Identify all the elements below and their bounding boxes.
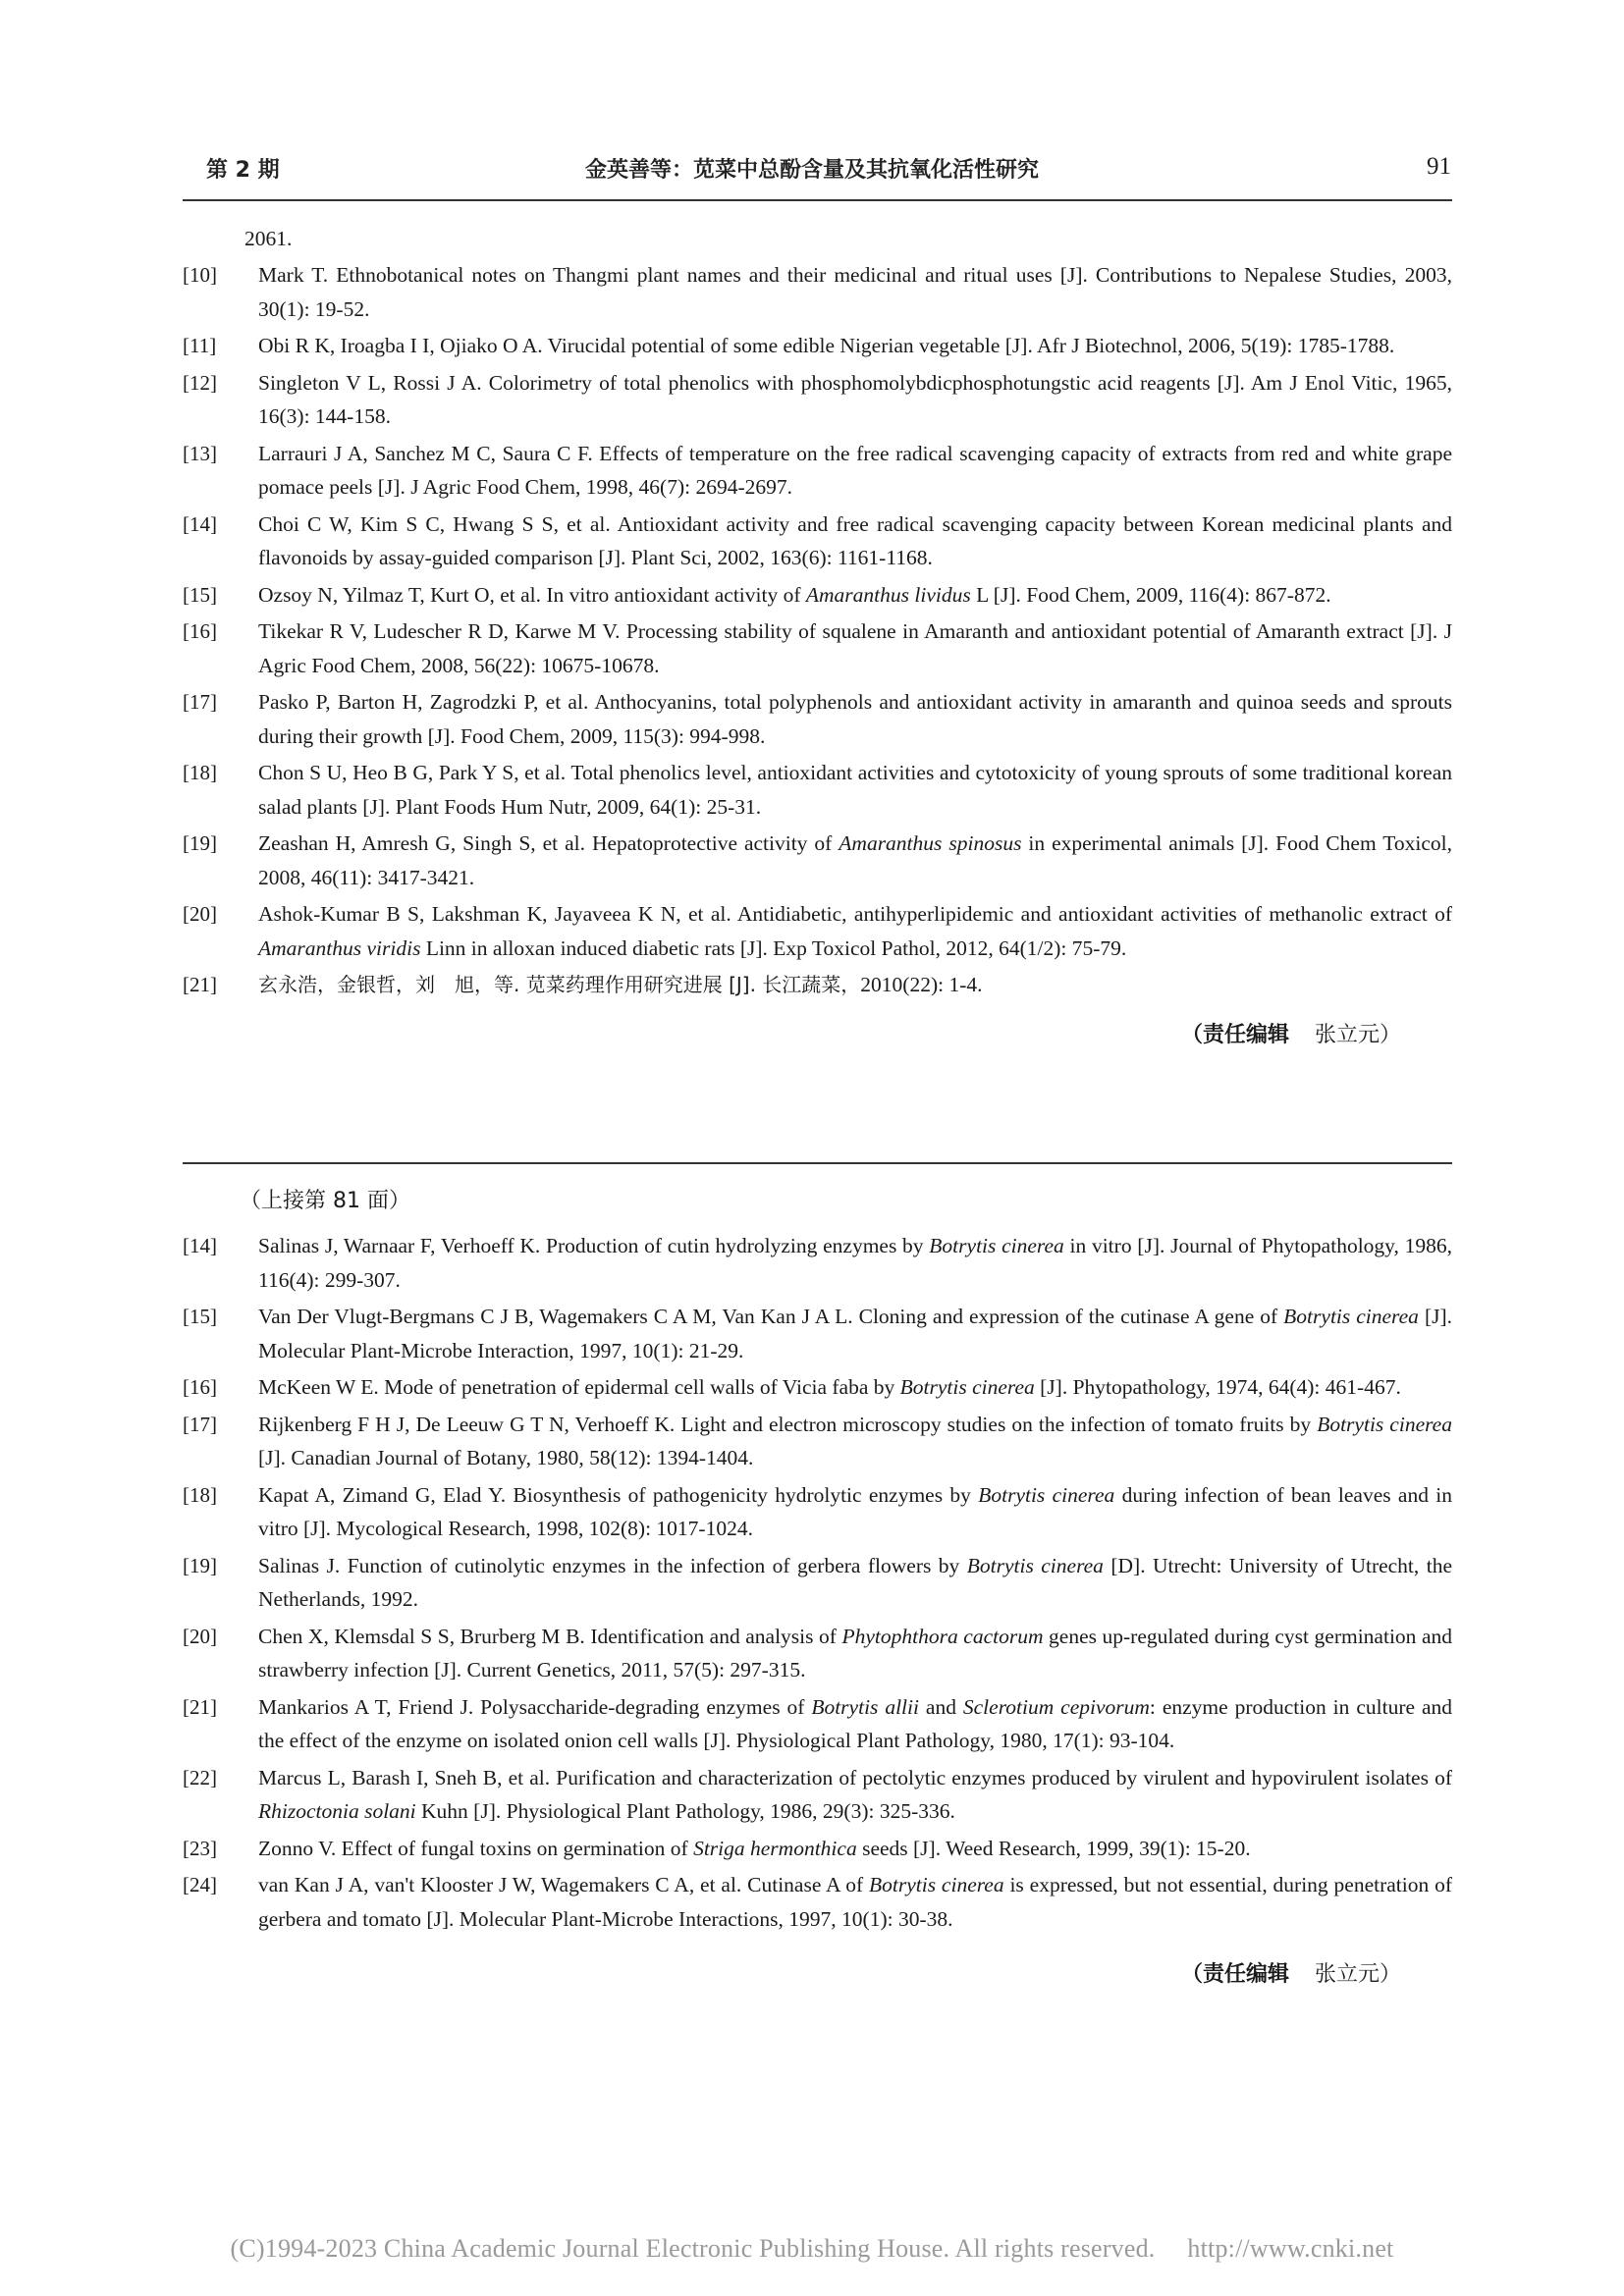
reference-item xyxy=(183,1478,1452,1546)
reference-number: [18] xyxy=(183,1482,217,1507)
reference-number: [14] xyxy=(183,511,217,536)
reference-text: Ashok-Kumar B S, Lakshman K, Jayaveea K N, et al. Antidiabetic, antihyperlipidemic and antioxidant activities of methanolic extract of Amaranthus viridis Linn in alloxan induced diabetic rats [J]. Exp Toxicol Pathol, 2012, 64(1/2): 75-79. xyxy=(258,902,1452,960)
reference-text: Zonno V. Effect of fungal toxins on germination of Striga hermonthica seeds [J]. Weed Research, 1999, 39(1): 15-20. xyxy=(258,1836,1251,1860)
reference-item xyxy=(183,1408,1452,1475)
reference-item xyxy=(183,258,1452,326)
reference-list xyxy=(183,258,1452,1002)
reference-number: [18] xyxy=(183,761,217,784)
reference-number: [21] xyxy=(183,973,217,996)
reference-text: Rijkenberg F H J, De Leeuw G T N, Verhoeff K. Light and electron microscopy studies on the infection of tomato fruits by Botrytis cinerea [J]. Canadian Journal of Botany, 1980, 58(12): 1394-1404. xyxy=(258,1412,1452,1469)
reference-item xyxy=(183,685,1452,753)
reference-number: [15] xyxy=(183,1305,217,1328)
reference-text: Salinas J, Warnaar F, Verhoeff K. Production of cutin hydrolyzing enzymes by Botrytis cinerea in vitro [J]. Journal of Phytopathology, 1986, 116(4): 299-307. xyxy=(258,1234,1452,1292)
reference-number: [17] xyxy=(183,690,217,714)
header-rule xyxy=(183,199,1452,201)
reference-number: [23] xyxy=(183,1836,217,1860)
page-number: 91 xyxy=(1427,153,1451,180)
responsible-editor xyxy=(183,1018,1452,1048)
responsible-editor xyxy=(183,1957,1452,1988)
reference-item xyxy=(183,1620,1452,1687)
reference-number: [15] xyxy=(183,582,217,607)
reference-number: [19] xyxy=(183,1553,217,1577)
reference-number: [19] xyxy=(183,831,217,855)
reference-number: [14] xyxy=(183,1234,217,1257)
reference-text: Salinas J. Function of cutinolytic enzymes in the infection of gerbera flowers by Botrytis cinerea [D]. Utrecht: University of Utrecht, the Netherlands, 1992. xyxy=(258,1553,1452,1611)
reference-number: [24] xyxy=(183,1873,217,1896)
reference-item xyxy=(183,1370,1452,1405)
reference-number: [17] xyxy=(183,1412,217,1436)
reference-item xyxy=(183,1868,1452,1936)
reference-item xyxy=(183,329,1452,363)
reference-text: Larrauri J A, Sanchez M C, Saura C F. Effects of temperature on the free radical scavenging capacity of extracts from red and white grape pomace peels [J]. J Agric Food Chem, 1998, 46(7): 2694-2697. xyxy=(258,441,1452,499)
reference-text: Zeashan H, Amresh G, Singh S, et al. Hepatoprotective activity of Amaranthus spinosus in experimental animals [J]. Food Chem Toxicol, 2008, 46(11): 3417-3421. xyxy=(258,831,1452,889)
reference-number: [21] xyxy=(183,1694,217,1719)
running-title: 金英善等：苋菜中总酚含量及其抗氧化活性研究 xyxy=(584,158,1039,183)
copyright-notice: (C)1994-2023 China Academic Journal Electronic Publishing House. All rights reserved. http://www.cnki.net xyxy=(230,2234,1394,2263)
reference-item xyxy=(183,614,1452,682)
reference-number: [22] xyxy=(183,1765,217,1789)
reference-text: Chen X, Klemsdal S S, Brurberg M B. Identification and analysis of Phytophthora cactorum genes up-regulated during cyst germination and strawberry infection [J]. Current Genetics, 2011, 57(5): 297-315. xyxy=(258,1624,1452,1682)
reference-text: Marcus L, Barash I, Sneh B, et al. Purification and characterization of pectolytic enzymes produced by virulent and hypovirulent isolates of Rhizoctonia solani Kuhn [J]. Physiological Plant Pathology, 1986, 29(3): 325-336. xyxy=(258,1765,1452,1823)
reference-text: van Kan J A, van't Klooster J W, Wagemakers C A, et al. Cutinase A of Botrytis cinerea is expressed, but not essential, during penetration of gerbera and tomato [J]. Molecular Plant-Microbe Interactions, 1997, 10(1): 30-38. xyxy=(258,1873,1452,1931)
reference-item xyxy=(183,578,1452,613)
reference-item xyxy=(183,437,1452,505)
reference-text: Choi C W, Kim S C, Hwang S S, et al. Antioxidant activity and free radical scavenging capacity between Korean medicinal plants and flavonoids by assay-guided comparison [J]. Plant Sci, 2002, 163(6): 1161-1168. xyxy=(258,511,1452,569)
reference-number: [20] xyxy=(183,1624,217,1648)
reference-item xyxy=(183,968,1452,1002)
reference-item xyxy=(183,1761,1452,1829)
reference-item xyxy=(183,1300,1452,1367)
reference-text: Obi R K, Iroagba I I, Ojiako O A. Virucidal potential of some edible Nigerian vegetable [J]. Afr J Biotechnol, 2006, 5(19): 1785-1788. xyxy=(258,334,1395,357)
reference-number: [16] xyxy=(183,619,217,643)
references-section-1 xyxy=(183,222,1452,1048)
reference-item xyxy=(183,827,1452,894)
reference-item xyxy=(183,756,1452,824)
reference-text: Chon S U, Heo B G, Park Y S, et al. Total phenolics level, antioxidant activities and cytotoxicity of young sprouts of some traditional korean salad plants [J]. Plant Foods Hum Nutr, 2009, 64(1): 25-31. xyxy=(258,761,1452,819)
reference-text: 玄永浩，金银哲，刘 旭，等. 苋菜药理作用研究进展 [J]. 长江蔬菜，2010(22): 1-4. xyxy=(258,973,983,996)
reference-text: Tikekar R V, Ludescher R D, Karwe M V. Processing stability of squalene in Amaranth and antioxidant potential of Amaranth extract [J]. J Agric Food Chem, 2008, 56(22): 10675-10678. xyxy=(258,619,1452,677)
reference-number: [16] xyxy=(183,1375,217,1399)
reference-item xyxy=(183,1229,1452,1297)
reference-item xyxy=(183,1690,1452,1758)
reference-text: Kapat A, Zimand G, Elad Y. Biosynthesis of pathogenicity hydrolytic enzymes by Botrytis cinerea during infection of bean leaves and in vitro [J]. Mycological Research, 1998, 102(8): 1017-1024. xyxy=(258,1482,1452,1540)
references-section-2 xyxy=(183,1186,1452,1988)
editor-name: 张立元） xyxy=(1314,1022,1401,1047)
reference-item xyxy=(183,1832,1452,1866)
reference-item xyxy=(183,507,1452,575)
editor-name: 张立元） xyxy=(1314,1962,1401,1987)
reference-text: Pasko P, Barton H, Zagrodzki P, et al. Anthocyanins, total polyphenols and antioxidant activity in amaranth and quinoa seeds and sprouts during their growth [J]. Food Chem, 2009, 115(3): 994-998. xyxy=(258,690,1452,748)
issue-number: 第 2 期 xyxy=(206,158,280,183)
reference-item xyxy=(183,366,1452,434)
reference-text: Van Der Vlugt-Bergmans C J B, Wagemakers C A M, Van Kan J A L. Cloning and expression of the cutinase A gene of Botrytis cinerea [J]. Molecular Plant-Microbe Interaction, 1997, 10(1): 21-29. xyxy=(258,1305,1452,1362)
reference-number: [10] xyxy=(183,263,217,287)
continued-from-note: （上接第 81 面） xyxy=(240,1189,410,1213)
reference-number: [20] xyxy=(183,902,217,926)
section-divider xyxy=(183,1162,1452,1164)
reference-text: Singleton V L, Rossi J A. Colorimetry of total phenolics with phosphomolybdicphosphotungstic acid reagents [J]. Am J Enol Vitic, 1965, 16(3): 144-158. xyxy=(258,370,1452,428)
reference-text: Mark T. Ethnobotanical notes on Thangmi plant names and their medicinal and ritual uses [J]. Contributions to Nepalese Studies, 2003, 30(1): 19-52. xyxy=(258,263,1452,321)
reference-continuation: 2061. xyxy=(244,227,293,250)
reference-text: Ozsoy N, Yilmaz T, Kurt O, et al. In vitro antioxidant activity of Amaranthus lividus L [J]. Food Chem, 2009, 116(4): 867-872. xyxy=(258,582,1331,607)
reference-number: [12] xyxy=(183,370,217,395)
reference-text: Mankarios A T, Friend J. Polysaccharide-degrading enzymes of Botrytis allii and Sclerotium cepivorum: enzyme production in culture and the effect of the enzyme on isolated onion cell walls [J]. Physiological Plant Pathology, 1980, 17(1): 93-104. xyxy=(258,1694,1452,1752)
reference-text: McKeen W E. Mode of penetration of epidermal cell walls of Vicia faba by Botrytis cinerea [J]. Phytopathology, 1974, 64(4): 461-467. xyxy=(258,1375,1401,1399)
reference-number: [11] xyxy=(183,334,217,357)
editor-label: （责任编辑 xyxy=(1180,1022,1289,1047)
reference-item xyxy=(183,1549,1452,1617)
reference-item xyxy=(183,897,1452,965)
reference-list xyxy=(183,1229,1452,1936)
editor-label: （责任编辑 xyxy=(1180,1962,1289,1987)
reference-number: [13] xyxy=(183,441,217,465)
